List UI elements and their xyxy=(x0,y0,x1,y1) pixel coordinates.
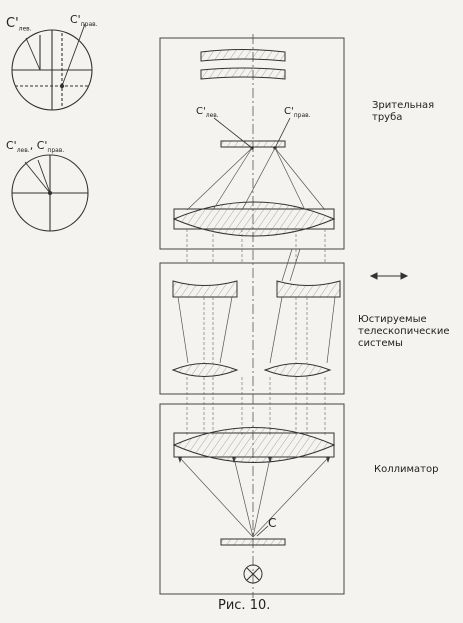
label-c-focus: C xyxy=(268,516,277,530)
reticle-circle-separated xyxy=(12,24,92,110)
telescope-objective-lens xyxy=(174,202,334,236)
adjustable-lens-left-bottom xyxy=(173,364,237,377)
section-label-adjustable: Юстируемые телескопические системы xyxy=(358,314,450,349)
adjustable-lens-right-top xyxy=(277,281,340,297)
adjustable-lens-left-top xyxy=(173,281,237,297)
label-c-right-top: $C'_{прав.}$ xyxy=(70,13,98,29)
section-label-collimator: Коллиматор xyxy=(374,464,439,475)
label-c-right-telescope: $C'_{прав.}$ xyxy=(284,106,311,119)
collimator-reticle-plate xyxy=(221,539,285,545)
figure-caption: Рис. 10. xyxy=(218,598,271,613)
telescope-reticle-plate xyxy=(221,141,285,147)
label-c-left-right: $C'_{лев.}$, $C'_{прав.}$ xyxy=(6,139,65,155)
collimator-objective-lens xyxy=(174,428,334,463)
label-c-left-top: $C'_{лев.}$ xyxy=(6,16,32,33)
label-c-left-telescope: $C'_{лев.}$ xyxy=(196,106,219,119)
eyepiece-lenses xyxy=(201,50,285,80)
reticle-circle-aligned xyxy=(12,155,88,231)
adjustable-lens-right-bottom xyxy=(265,364,330,377)
section-label-telescope: Зрительная труба xyxy=(372,100,435,123)
adjustment-arrow-icon xyxy=(371,273,407,279)
